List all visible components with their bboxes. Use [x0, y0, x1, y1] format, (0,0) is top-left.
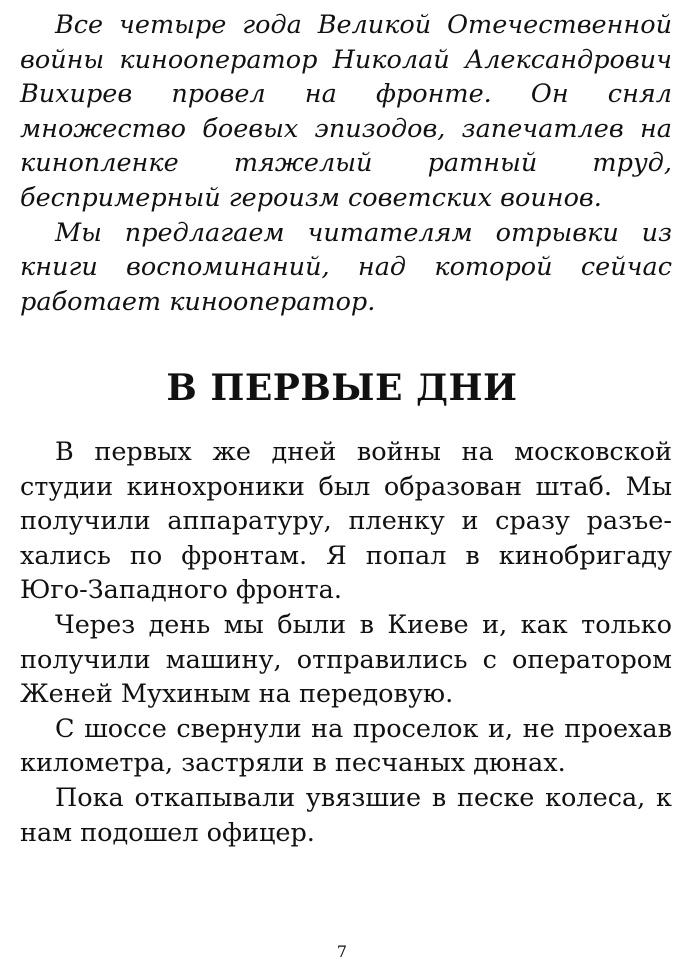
chapter-body: [20, 435, 672, 850]
body-paragraph: Пока откапывали увязшие в песке колеса, к нам подошел офицер.: [20, 782, 672, 848]
page-number: 7: [336, 942, 348, 961]
chapter-title: В ПЕРВЫЕ ДНИ: [166, 367, 518, 409]
intro-paragraph: Мы предлагаем читателям отрывки из книги воспоминаний, над которой сейчас работает кинооператор.: [20, 217, 672, 317]
body-paragraph: Через день мы были в Киеве и, как только получили машину, отправились с оператором Женей Мухиным на передовую.: [20, 609, 672, 710]
intro-paragraph: Все четыре года Великой Отечественной войны кинооператор Николай Александрович Вихирев провел на фронте. Он снял множество боевых эпизодов, запечатлев на кинопленке тяжелый ратный труд, беспримерный героизм советских воинов.: [20, 10, 672, 213]
body-paragraph: С шоссе свернули на проселок и, не проехав километра, застряли в песчаных дюнах.: [20, 713, 672, 779]
intro-text: [20, 8, 672, 319]
body-paragraph: В первых же дней войны на московской студии кинохроники был образован штаб. Мы получили аппаратуру, пленку и сразу разъехались по фронтам. Я попал в кинобригаду Юго-Западного фронта.: [20, 437, 672, 606]
